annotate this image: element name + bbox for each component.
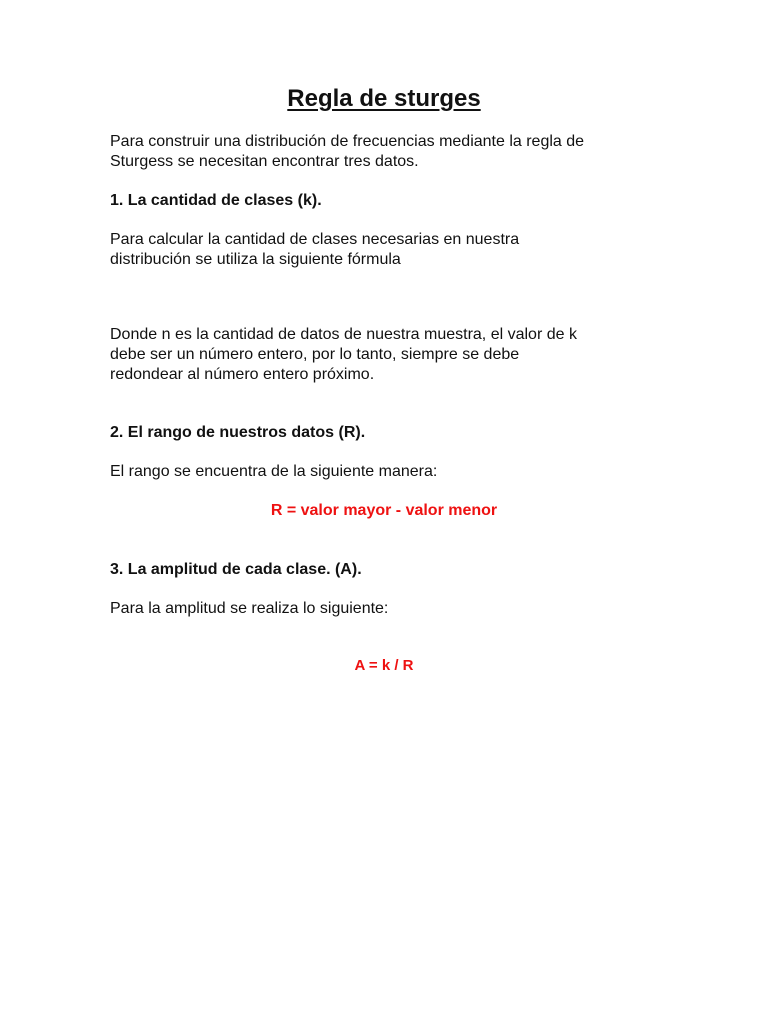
section-1-note-line-3: redondear al número entero próximo.	[110, 366, 375, 383]
intro-line-2: Sturgess se necesitan encontrar tres datos.	[110, 153, 419, 170]
intro-paragraph	[110, 132, 670, 172]
section-1-note-line-1: Donde n es la cantidad de datos de nuestra muestra, el valor de k	[110, 326, 577, 343]
section-2-heading: 2. El rango de nuestros datos (R).	[110, 424, 366, 441]
section-3-heading: 3. La amplitud de cada clase. (A).	[110, 561, 362, 578]
section-1-note	[110, 325, 670, 385]
amplitude-formula: A = k / R	[354, 657, 414, 674]
section-1-text-line-1: Para calcular la cantidad de clases necesarias en nuestra	[110, 231, 520, 248]
range-formula: R = valor mayor - valor menor	[270, 502, 498, 519]
intro-line-1: Para construir una distribución de frecuencias mediante la regla de	[110, 133, 585, 150]
section-3-text: Para la amplitud se realiza lo siguiente:	[110, 600, 389, 617]
section-1-heading: 1. La cantidad de clases (k).	[110, 192, 322, 209]
section-1-text	[110, 230, 670, 270]
section-1-note-line-2: debe ser un número entero, por lo tanto, siempre se debe	[110, 346, 520, 363]
section-1-text-line-2: distribución se utiliza la siguiente fórmula	[110, 251, 401, 268]
page-title: Regla de sturges	[287, 85, 481, 112]
section-2-text: El rango se encuentra de la siguiente manera:	[110, 463, 438, 480]
